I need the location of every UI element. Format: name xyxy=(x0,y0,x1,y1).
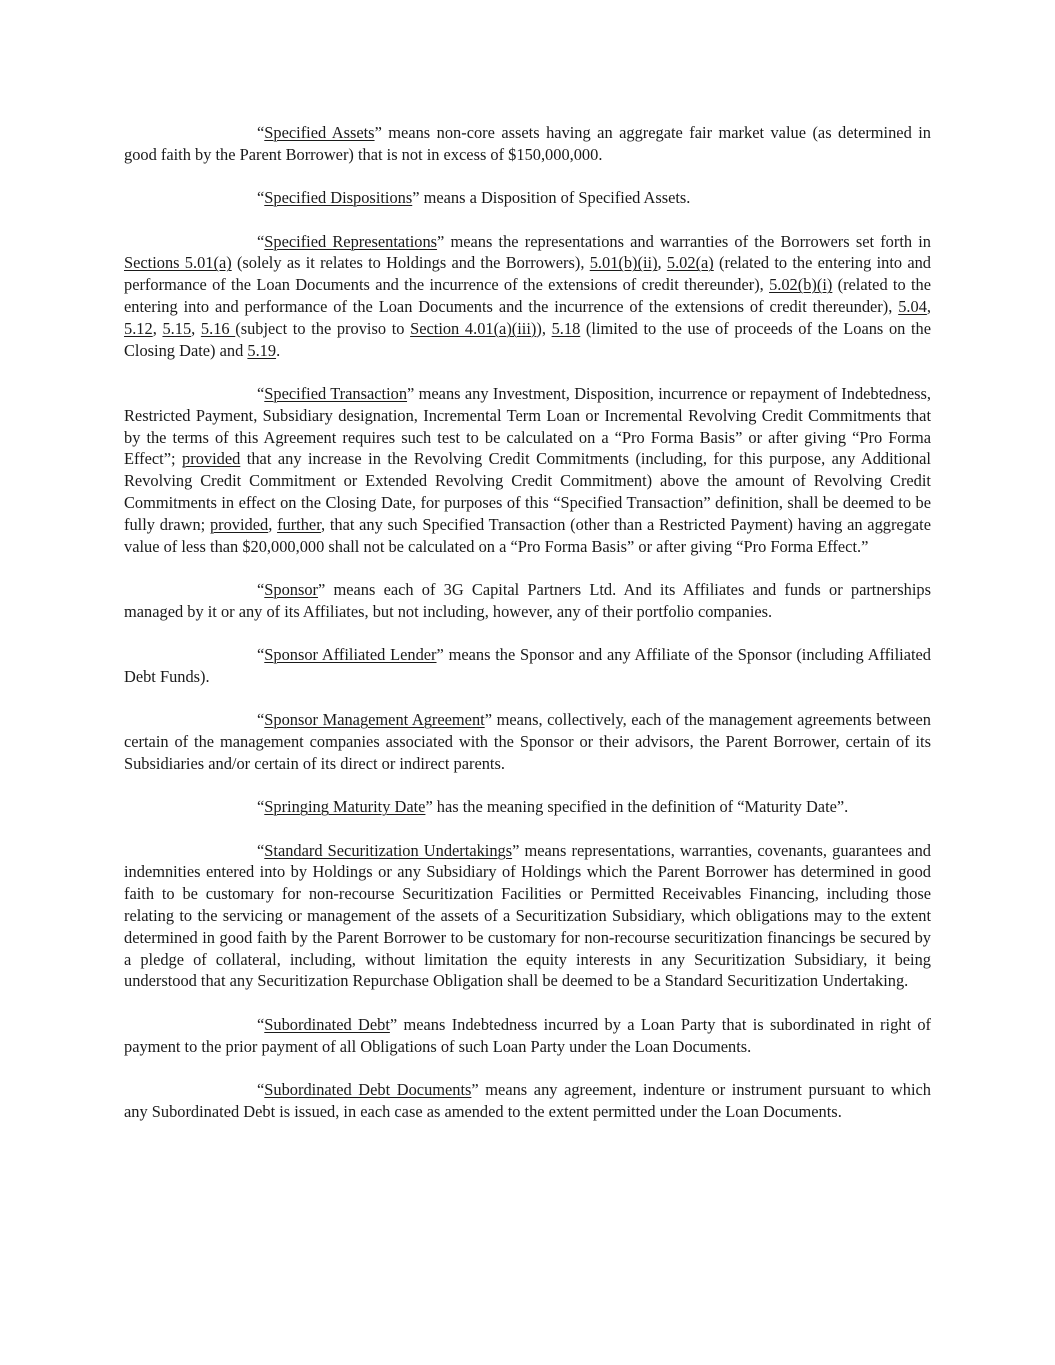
definition-text: “ xyxy=(257,188,265,208)
cross-reference: provided xyxy=(182,449,241,469)
defined-term: Specified Transaction xyxy=(264,383,408,403)
definition-text: (limited to the use of proceeds of the Loans on the Closing Date) and xyxy=(124,318,932,360)
defined-term: Subordinated Debt xyxy=(264,1014,390,1034)
cross-reference: 5.01(b)(ii) xyxy=(589,253,658,273)
definition-text: “ xyxy=(257,645,265,665)
cross-reference: 5.12 xyxy=(124,318,153,338)
definition-specified-representations xyxy=(124,231,931,362)
definition-text: “ xyxy=(257,840,265,860)
definition-specified-assets xyxy=(124,122,931,166)
defined-term: Sponsor xyxy=(264,579,319,599)
definition-subordinated-debt xyxy=(124,1014,931,1058)
definition-text: (subject to the proviso to xyxy=(235,318,411,338)
cross-reference: Section 4.01(a)(iii) xyxy=(410,318,537,338)
definition-text: ” means any agreement, indenture or instrument pursuant to which any Subordinated Debt is issued, in each case as amended to the extent permitted under the Loan Documents. xyxy=(124,1080,931,1121)
definition-text: ” has the meaning specified in the definition of “Maturity Date”. xyxy=(425,797,849,817)
defined-term: Specified Assets xyxy=(264,123,375,142)
definition-text: “ xyxy=(257,1080,265,1100)
defined-term: Sponsor Affiliated Lender xyxy=(264,645,437,665)
definition-text: ” means the Sponsor and any Affiliate of the Sponsor (including Affiliated Debt Funds). xyxy=(124,645,931,686)
cross-reference: 5.04 xyxy=(898,296,927,316)
cross-reference: 5.18 xyxy=(551,318,581,338)
definition-text: “ xyxy=(257,1014,265,1034)
defined-term: Specified Representations xyxy=(264,231,438,251)
cross-reference: Sections 5.01(a) xyxy=(124,253,232,273)
definition-text: ” means the representations and warranties of the Borrowers set forth in xyxy=(437,231,931,251)
definition-text: (solely as it relates to Holdings and the Borrowers), xyxy=(231,253,590,273)
definition-text: , xyxy=(657,253,667,273)
definition-text: “ xyxy=(257,231,265,251)
cross-reference: 5.16 xyxy=(200,318,236,338)
cross-reference: 5.15 xyxy=(162,318,192,338)
definition-text: ” means each of 3G Capital Partners Ltd. And its Affiliates and funds or partnerships managed by it or any of its Affiliates, but not including, however, any of their portfolio companies. xyxy=(124,579,931,621)
definition-text: , xyxy=(268,514,278,534)
defined-term: Springing Maturity Date xyxy=(264,797,426,817)
definition-specified-dispositions xyxy=(124,187,931,209)
definition-standard-securitization-undertakings xyxy=(124,840,931,993)
definition-text: (related to the entering into and performance of the Loan Documents and the incurrence of the extensions of credit thereunder), xyxy=(124,275,931,316)
cross-reference: 5.02(b)(i) xyxy=(769,275,833,295)
definition-sponsor-affiliated-lender xyxy=(124,644,931,688)
definition-text: “ xyxy=(257,383,265,403)
cross-reference: 5.02(a) xyxy=(666,253,714,273)
definition-text: ), xyxy=(536,318,552,338)
definition-sponsor-management-agreement xyxy=(124,709,931,774)
definition-text: “ xyxy=(257,710,265,730)
cross-reference: further xyxy=(277,514,321,534)
defined-term: Subordinated Debt Documents xyxy=(264,1080,472,1100)
definition-text: ” means any Investment, Disposition, incurrence or repayment of Indebtedness, Restricted Payment, Subsidiary designation, Incremental Term Loan or Incremental Revolving Credit Commitments that by the terms of this Agreement requires such test to be calculated on a “Pro Forma Basis” or after giving “Pro Forma Effect”; xyxy=(124,383,931,469)
definition-text: ” means, collectively, each of the management agreements between certain of the management companies associated with the Sponsor or their advisors, the Parent Borrower, certain of its Subsidiaries and/or certain of its direct or indirect parents. xyxy=(124,710,932,773)
definition-text: “ xyxy=(257,123,265,142)
definition-subordinated-debt-documents xyxy=(124,1079,931,1123)
definition-text: , that any such Specified Transaction (other than a Restricted Payment) having an aggregate value of less than $20,000,000 shall not be calculated on a “Pro Forma Basis” or after giving “Pro Forma Effect.” xyxy=(124,514,932,556)
definition-text: “ xyxy=(257,797,265,817)
defined-term: Sponsor Management Agreement xyxy=(264,710,485,730)
definition-specified-transaction xyxy=(124,383,931,557)
definition-text: ” means a Disposition of Specified Assets. xyxy=(412,188,691,208)
definition-text: “ xyxy=(257,579,265,599)
definition-sponsor xyxy=(124,579,931,623)
defined-term: Specified Dispositions xyxy=(264,188,413,208)
definition-text: , xyxy=(191,318,201,338)
definition-text: that any increase in the Revolving Credit Commitments (including, for this purpose, any Additional Revolving Credit Commitment or Extended Revolving Credit Commitment) above the amount of Revolving Credit Commitments in effect on the Closing Date, for purposes of this “Specified Transaction” definition, shall be deemed to be fully drawn; xyxy=(124,449,931,534)
document-page xyxy=(124,122,931,1123)
definition-text: . xyxy=(276,340,281,360)
cross-reference: provided xyxy=(209,514,269,534)
definition-springing-maturity-date xyxy=(124,796,931,818)
definition-text: ” means non-core assets having an aggregate fair market value (as determined in good faith by the Parent Borrower) that is not in excess of $150,000,000. xyxy=(124,123,931,164)
cross-reference: 5.19 xyxy=(247,340,277,360)
definition-text: , xyxy=(152,318,163,338)
definition-text: ” means Indebtedness incurred by a Loan Party that is subordinated in right of payment to the prior payment of all Obligations of such Loan Party under the Loan Documents. xyxy=(124,1014,931,1056)
definition-text: , xyxy=(926,296,931,316)
defined-term: Standard Securitization Undertakings xyxy=(264,840,513,860)
definition-text: (related to the entering into and performance of the Loan Documents and the incurrence of the extensions of credit thereunder), xyxy=(124,253,931,295)
definition-text: ” means representations, warranties, covenants, guarantees and indemnities entered into by Holdings or any Subsidiary of Holdings which the Parent Borrower has determined in good faith to be customary for non-recourse Securitization Facilities or Permitted Receivables Financing, including those relating to the servicing or management of the assets of a Securitization Subsidiary, which obligations may to the extent determined in good faith by the Parent Borrower to be customary for non-recourse securitization financings be secured by a pledge of collateral, including, without limitation the equity interests in any Securitization Subsidiary, it being understood that any Securitization Repurchase Obligation shall be deemed to be a Standard Securitization Undertaking. xyxy=(124,840,931,991)
